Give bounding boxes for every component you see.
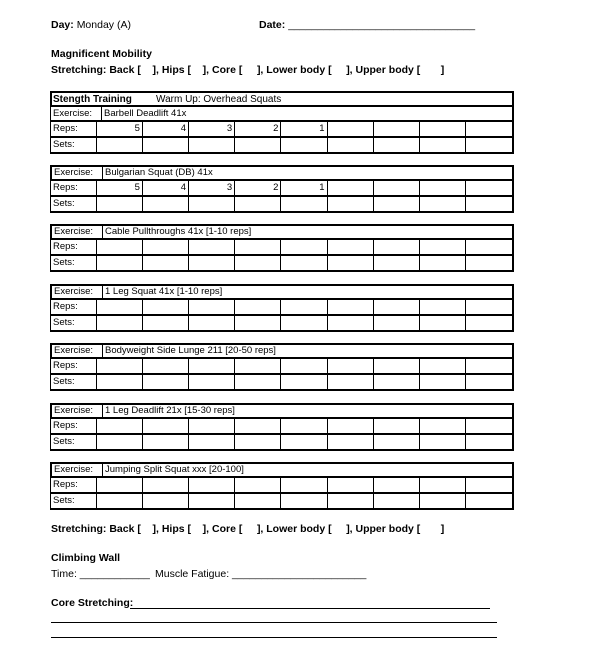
reps-cell[interactable]: 3 [189,181,235,195]
reps-cell[interactable] [420,181,466,195]
sets-label: Sets: [51,494,97,508]
sets-row [50,494,514,510]
reps-cell[interactable]: 1 [281,181,327,195]
sets-cell[interactable] [328,435,374,449]
sets-cell[interactable] [189,197,235,211]
reps-row [50,300,514,316]
sets-cell[interactable] [281,197,327,211]
sets-label: Sets: [51,256,97,270]
sets-cell[interactable] [420,375,466,389]
reps-cell[interactable] [374,181,420,195]
sets-cell[interactable] [374,375,420,389]
reps-cell[interactable] [97,478,143,492]
sets-cell[interactable] [374,435,420,449]
reps-cell[interactable] [143,359,189,373]
reps-cell[interactable] [143,478,189,492]
exercise-row [50,343,514,359]
exercise-row [50,107,514,122]
warmup: Warm Up: Overhead Squats [156,94,282,105]
sets-cell[interactable] [143,375,189,389]
reps-cell[interactable] [466,419,512,433]
sets-cell[interactable] [189,138,235,152]
core-line-3[interactable] [51,637,497,638]
reps-cell[interactable] [420,122,466,136]
exercise-table [50,462,514,510]
exercise-label: Exercise: [51,107,102,120]
sets-row [50,316,514,332]
sets-cell[interactable] [466,197,512,211]
exercise-name: Barbell Deadlift 41x [104,108,187,119]
sets-cell[interactable] [420,316,466,330]
sets-cell[interactable] [328,138,374,152]
mobility-title: Magnificent Mobility [51,48,152,60]
sets-cell[interactable] [189,435,235,449]
sets-row [50,138,514,154]
reps-cell[interactable] [189,478,235,492]
reps-cell[interactable] [420,419,466,433]
sets-cell[interactable] [374,197,420,211]
exercise-row [50,224,514,240]
sets-row [50,256,514,272]
sets-cell[interactable] [466,256,512,270]
sets-cell[interactable] [281,435,327,449]
reps-cell[interactable] [281,478,327,492]
strength-header [50,91,514,107]
sets-cell[interactable] [97,375,143,389]
sets-cell[interactable] [420,197,466,211]
sets-cell[interactable] [328,197,374,211]
sets-cell[interactable] [281,138,327,152]
reps-cell[interactable]: 4 [143,122,189,136]
sets-cell[interactable] [281,256,327,270]
exercise-row [50,462,514,478]
sets-row [50,435,514,451]
sets-cell[interactable] [281,316,327,330]
sets-cell[interactable] [235,316,281,330]
sets-cell[interactable] [189,375,235,389]
day-label: Day: [51,19,74,31]
reps-cell[interactable] [374,300,420,314]
reps-cell[interactable] [189,300,235,314]
reps-cell[interactable]: 5 [97,181,143,195]
sets-cell[interactable] [143,138,189,152]
sets-cell[interactable] [466,316,512,330]
sets-cell[interactable] [235,435,281,449]
sets-cell[interactable] [281,375,327,389]
reps-cell[interactable]: 3 [189,122,235,136]
reps-cell[interactable] [97,359,143,373]
exercise-name: Bodyweight Side Lunge 211 [20-50 reps] [105,345,276,356]
reps-cell[interactable]: 5 [97,122,143,136]
sets-cell[interactable] [97,435,143,449]
sets-cell[interactable] [374,256,420,270]
sets-cell[interactable] [328,256,374,270]
sets-cell[interactable] [97,197,143,211]
reps-cell[interactable]: 2 [235,181,281,195]
sets-row [50,197,514,213]
exercise-table [50,91,514,154]
reps-cell[interactable] [235,240,281,254]
reps-row [50,240,514,256]
date-label: Date: [259,19,286,31]
sets-cell[interactable] [420,256,466,270]
reps-cell[interactable] [97,300,143,314]
sets-cell[interactable] [143,316,189,330]
sets-cell[interactable] [235,494,281,508]
reps-cell[interactable] [189,419,235,433]
exercise-table [50,224,514,272]
sets-cell[interactable] [374,316,420,330]
exercise-label: Exercise: [52,464,103,476]
reps-cell[interactable] [328,359,374,373]
reps-row [50,359,514,375]
exercise-table [50,403,514,451]
sets-cell[interactable] [97,494,143,508]
reps-cell[interactable] [97,419,143,433]
reps-cell[interactable] [328,300,374,314]
reps-cell[interactable] [281,359,327,373]
reps-cell[interactable] [466,240,512,254]
reps-label: Reps: [51,359,97,373]
reps-cell[interactable] [466,359,512,373]
sets-cell[interactable] [189,256,235,270]
reps-row [50,419,514,435]
exercise-row [50,165,514,181]
reps-label: Reps: [51,478,97,492]
sets-cell[interactable] [189,494,235,508]
reps-cell[interactable] [189,240,235,254]
reps-cell[interactable] [466,181,512,195]
sets-cell[interactable] [466,375,512,389]
sets-cell[interactable] [143,197,189,211]
sets-cell[interactable] [235,197,281,211]
strength-title: Stength Training [53,94,132,105]
reps-cell[interactable] [328,122,374,136]
reps-label: Reps: [51,419,97,433]
climbing-title: Climbing Wall [51,552,121,564]
sets-cell[interactable] [466,435,512,449]
sets-cell[interactable] [235,256,281,270]
reps-cell[interactable] [374,122,420,136]
sets-cell[interactable] [420,138,466,152]
exercise-row [50,403,514,419]
sets-cell[interactable] [143,494,189,508]
reps-cell[interactable] [328,478,374,492]
reps-cell[interactable] [420,300,466,314]
reps-label: Reps: [51,181,97,195]
sets-cell[interactable] [328,494,374,508]
sets-label: Sets: [51,316,97,330]
exercise-label: Exercise: [52,286,103,298]
reps-label: Reps: [51,240,97,254]
day-line [51,19,131,31]
sets-cell[interactable] [189,316,235,330]
mobility-stretching: Stretching: Back [ ], Hips [ ], Core [ ], Lower body [ ], Upper body [ ] [51,64,445,76]
sets-label: Sets: [51,138,97,152]
date-line [259,19,475,31]
sets-cell[interactable] [420,494,466,508]
reps-cell[interactable] [235,359,281,373]
reps-cell[interactable] [281,419,327,433]
exercise-label: Exercise: [52,405,103,417]
reps-cell[interactable] [235,419,281,433]
sets-label: Sets: [51,375,97,389]
exercise-name: Bulgarian Squat (DB) 41x [105,167,213,178]
core-stretching-label: Core Stretching: [51,597,134,609]
reps-cell[interactable] [466,478,512,492]
reps-row [50,478,514,494]
reps-cell[interactable] [281,300,327,314]
exercise-label: Exercise: [52,226,103,238]
sets-cell[interactable] [235,375,281,389]
reps-cell[interactable] [328,240,374,254]
reps-cell[interactable]: 1 [281,122,327,136]
exercise-label: Exercise: [52,167,103,179]
muscle-fatigue[interactable]: Muscle Fatigue: _______________________ [155,568,367,580]
core-line-1[interactable] [130,608,490,609]
sets-row [50,375,514,391]
sets-cell[interactable] [374,138,420,152]
reps-cell[interactable] [143,300,189,314]
sets-cell[interactable] [466,138,512,152]
sets-cell[interactable] [235,138,281,152]
reps-cell[interactable]: 4 [143,181,189,195]
date-field[interactable]: ________________________________ [288,19,476,31]
sets-cell[interactable] [143,435,189,449]
sets-cell[interactable] [97,256,143,270]
exercise-table [50,343,514,391]
reps-cell[interactable] [143,240,189,254]
reps-cell[interactable]: 2 [235,122,281,136]
reps-cell[interactable] [466,122,512,136]
reps-label: Reps: [51,300,97,314]
climbing-time[interactable]: Time: ____________ [51,568,150,580]
reps-cell[interactable] [374,240,420,254]
reps-cell[interactable] [189,359,235,373]
reps-row [50,181,514,197]
core-line-2[interactable] [51,622,497,623]
reps-row [50,122,514,138]
exercise-name: 1 Leg Deadlift 21x [15-30 reps] [105,405,235,416]
reps-cell[interactable] [143,419,189,433]
sets-cell[interactable] [328,316,374,330]
reps-cell[interactable] [466,300,512,314]
sets-label: Sets: [51,435,97,449]
exercise-table [50,284,514,332]
exercise-table [50,165,514,213]
reps-label: Reps: [51,122,97,136]
reps-cell[interactable] [235,478,281,492]
sets-cell[interactable] [143,256,189,270]
sets-cell[interactable] [328,375,374,389]
reps-cell[interactable] [281,240,327,254]
reps-cell[interactable] [420,359,466,373]
exercise-name: Jumping Split Squat xxx [20-100] [105,464,244,475]
sets-cell[interactable] [281,494,327,508]
exercise-row [50,284,514,300]
sets-cell[interactable] [466,494,512,508]
exercise-label: Exercise: [52,345,103,357]
sets-cell[interactable] [97,316,143,330]
reps-cell[interactable] [97,240,143,254]
reps-cell[interactable] [328,181,374,195]
sets-label: Sets: [51,197,97,211]
reps-cell[interactable] [374,419,420,433]
reps-cell[interactable] [374,478,420,492]
reps-cell[interactable] [374,359,420,373]
reps-cell[interactable] [328,419,374,433]
day-value: Monday (A) [76,19,131,31]
sets-cell[interactable] [374,494,420,508]
reps-cell[interactable] [420,240,466,254]
sets-cell[interactable] [420,435,466,449]
reps-cell[interactable] [420,478,466,492]
sets-cell[interactable] [97,138,143,152]
exercise-name: 1 Leg Squat 41x [1-10 reps] [105,286,223,297]
post-stretching: Stretching: Back [ ], Hips [ ], Core [ ], Lower body [ ], Upper body [ ] [51,523,445,535]
reps-cell[interactable] [235,300,281,314]
exercise-name: Cable Pullthroughs 41x [1-10 reps] [105,226,252,237]
